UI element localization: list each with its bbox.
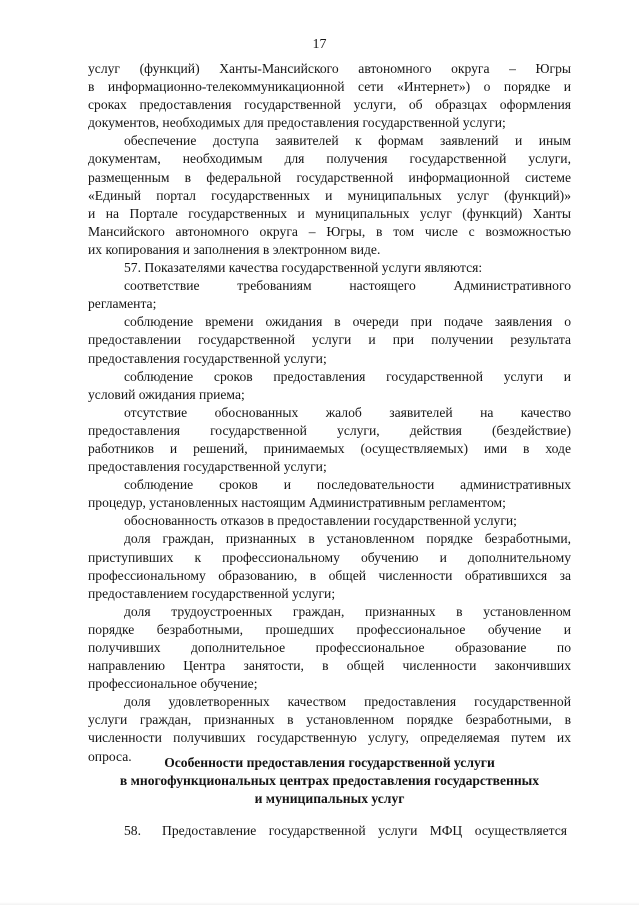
- text-line: профессиональное обучение;: [88, 676, 258, 692]
- text-line: услуг (функций) Ханты-Мансийского автономного округа – Югры: [88, 61, 571, 76]
- section-heading-line: и муниципальных услуг: [254, 791, 405, 806]
- text-line: профессиональному образованию, в общей численности обратившихся за: [88, 567, 571, 583]
- paragraph-text: Предоставление государственной услуги МФЦ осуществляется: [162, 823, 567, 838]
- text-line: предоставления государственной услуги;: [88, 350, 327, 366]
- text-line: и на Портале государственных и муниципальных услуг (функций) Ханты: [88, 205, 571, 221]
- text-line: порядке безработными, прошедших профессиональное обучение и: [88, 621, 571, 637]
- text-line: «Единый портал государственных и муниципальных услуг (функций)»: [88, 187, 571, 203]
- text-line: опроса.: [88, 748, 132, 764]
- text-line: предоставления государственной услуги, действия (бездействие): [88, 422, 571, 438]
- text-line: предоставления государственной услуги;: [88, 459, 327, 475]
- text-line: размещенным в федеральной государственной информационной системе: [88, 169, 571, 185]
- body-text: [88, 60, 571, 766]
- text-line: условий ожидания приема;: [88, 386, 245, 402]
- text-line: 57. Показателями качества государственной услуги являются:: [124, 260, 483, 276]
- text-line: предоставлении государственной услуги и при получении результата: [88, 332, 571, 348]
- text-line: предоставлением государственной услуги;: [88, 585, 336, 601]
- text-line: услуги граждан, признанных в установленном порядке безработными, в: [88, 712, 571, 728]
- text-line: обоснованность отказов в предоставлении государственной услуги;: [124, 513, 517, 529]
- text-line: регламента;: [88, 296, 157, 312]
- page-number: 17: [312, 37, 327, 52]
- paragraph-58: [124, 822, 571, 840]
- text-line: соответствие требованиям настоящего Административного: [124, 278, 571, 294]
- text-line: их копирования и заполнения в электронном виде.: [88, 241, 381, 257]
- text-line: численности получивших государственную услугу, определяемая путем их: [88, 730, 571, 746]
- text-line: в информационно-телекоммуникационной сети «Интернет») о порядке и: [88, 79, 571, 95]
- text-line: процедур, установленных настоящим Административным регламентом;: [88, 495, 506, 511]
- text-line: документам, необходимым для получения государственной услуги,: [88, 151, 571, 167]
- text-line: соблюдение сроков предоставления государственной услуги и: [124, 368, 571, 384]
- text-line: доля удовлетворенных качеством предоставления государственной: [124, 694, 571, 710]
- text-line: приступивших к профессиональному обучению и дополнительному: [88, 549, 571, 565]
- paragraph-number: 58.: [124, 823, 141, 838]
- section-heading-line: в многофункциональных центрах предоставления государственных: [119, 773, 540, 788]
- text-line: доля трудоустроенных граждан, признанных в установленном: [124, 603, 571, 619]
- text-line: сроках предоставления государственной услуги, об образцах оформления: [88, 97, 571, 113]
- text-line: доля граждан, признанных в установленном порядке безработными,: [124, 531, 571, 547]
- text-line: направлению Центра занятости, в общей численности закончивших: [88, 658, 571, 674]
- text-line: документов, необходимых для предоставления государственной услуги;: [88, 115, 506, 131]
- text-line: получивших дополнительное профессиональное образование по: [88, 640, 571, 655]
- text-line: Мансийского автономного округа – Югры, в том числе с возможностью: [88, 223, 571, 239]
- text-line: соблюдение сроков и последовательности административных: [124, 477, 571, 493]
- text-line: обеспечение доступа заявителей к формам заявлений и иным: [124, 133, 571, 149]
- text-line: работников и решений, принимаемых (осуществляемых) ими в ходе: [88, 440, 571, 456]
- text-line: соблюдение времени ожидания в очереди при подаче заявления о: [124, 314, 571, 330]
- section-heading: [88, 754, 571, 808]
- text-line: отсутствие обоснованных жалоб заявителей на качество: [124, 404, 571, 420]
- section-heading-line: Особенности предоставления государственной услуги: [164, 755, 495, 770]
